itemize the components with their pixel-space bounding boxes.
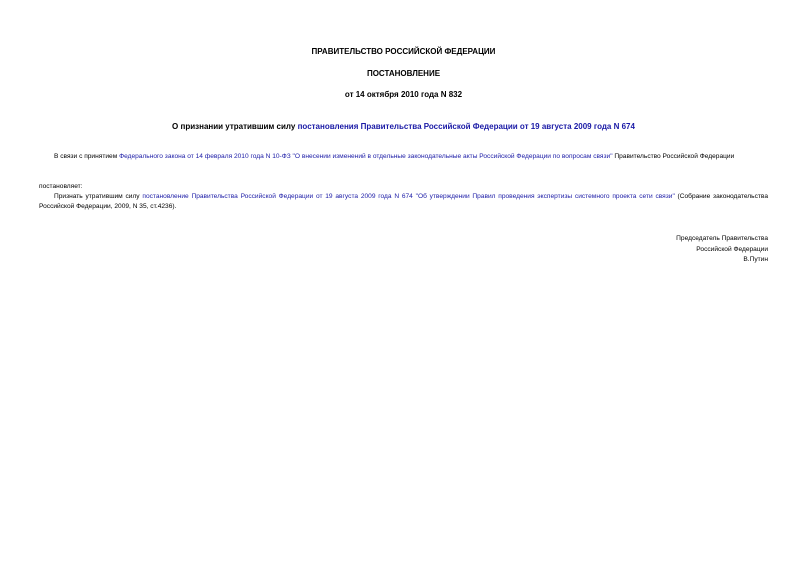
signature-position: Председатель Правительства	[676, 235, 768, 242]
document-title-prefix: О признании утратившим силу	[172, 122, 298, 131]
document-title-link[interactable]: постановления Правительства Российской Федерации от 19 августа 2009 года N 674	[297, 122, 635, 131]
paragraph-resolves: постановляет:	[39, 183, 83, 190]
government-heading: ПРАВИТЕЛЬСТВО РОССИЙСКОЙ ФЕДЕРАЦИИ	[311, 47, 496, 56]
paragraph-basis-prefix: В связи с принятием	[54, 153, 120, 160]
paragraph-repeal-prefix: Признать утратившим силу	[54, 193, 143, 200]
paragraph-basis-suffix: Правительство Российской Федерации	[612, 153, 735, 160]
signature-organization: Российской Федерации	[696, 245, 768, 253]
paragraph-repeal-suffix: (Собрание законодательства Российской Федерации, 2009, N 35, ст.4236).	[39, 193, 768, 210]
paragraph-basis	[39, 152, 768, 162]
federal-law-link[interactable]: Федерального закона от 14 февраля 2010 года N 10-ФЗ "О внесении изменений в отдельные законодательные акты Российской Федерации по вопросам связи"	[119, 153, 613, 160]
paragraph-repeal	[39, 192, 768, 212]
document-date-number: от 14 октября 2010 года N 832	[344, 90, 463, 99]
document-title	[0, 122, 807, 132]
signature-block	[568, 234, 768, 266]
repealed-resolution-link[interactable]: постановление Правительства Российской Федерации от 19 августа 2009 года N 674 "Об утверждении Правил проведения экспертизы системного проекта сети связи"	[142, 193, 675, 200]
document-type-heading: ПОСТАНОВЛЕНИЕ	[366, 69, 441, 78]
signature-name: В.Путин	[743, 256, 768, 263]
